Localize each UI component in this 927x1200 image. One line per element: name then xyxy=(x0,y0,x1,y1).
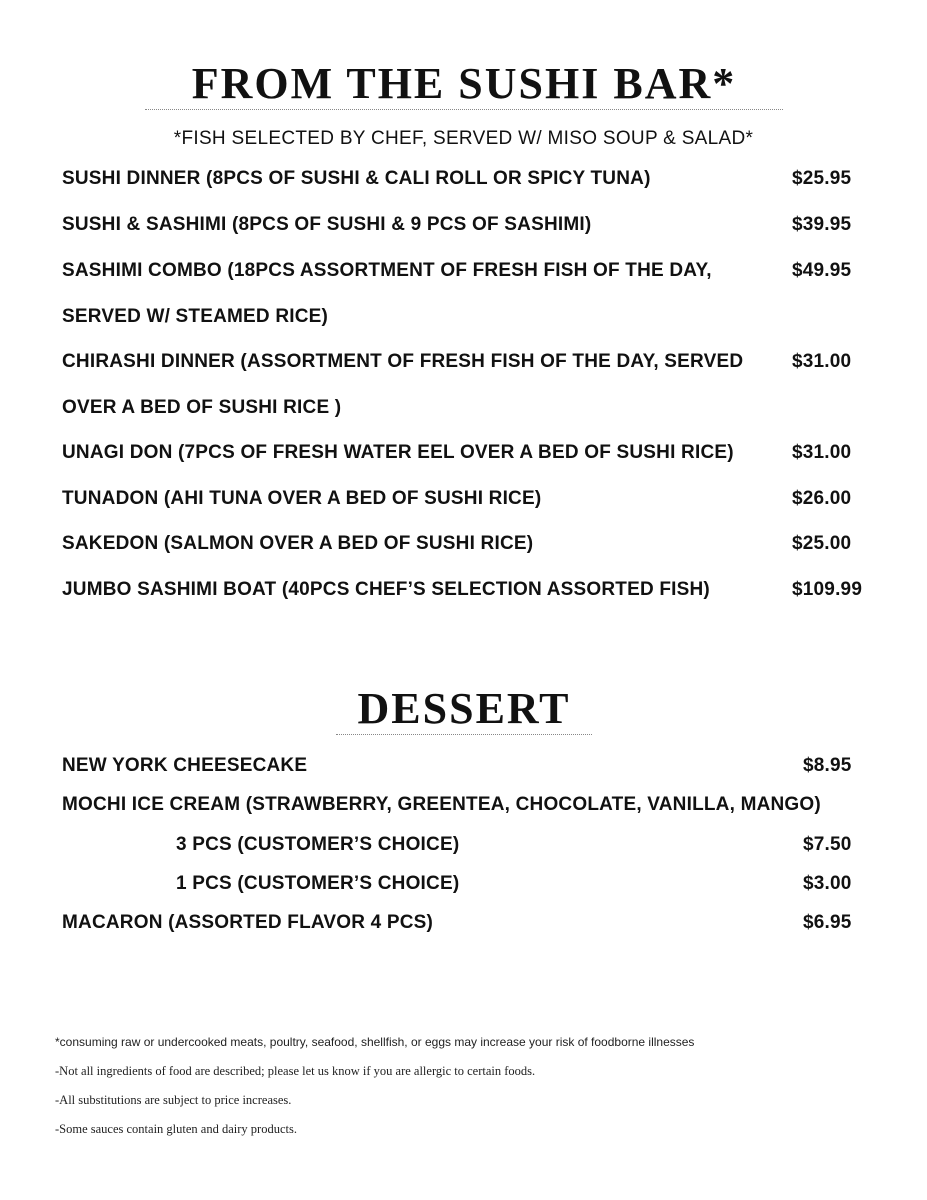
menu-item-price: $49.95 xyxy=(792,260,852,281)
dessert-option-name: 1 PCS (CUSTOMER’S CHOICE) xyxy=(176,873,460,894)
footnotes xyxy=(55,1033,694,1149)
menu-item-name: OVER A BED OF SUSHI RICE ) xyxy=(62,397,342,418)
dessert-heading: DESSERT xyxy=(336,687,592,735)
substitution-note: -All substitutions are subject to price increases. xyxy=(55,1093,292,1107)
menu-item-name: SERVED W/ STEAMED RICE) xyxy=(62,306,329,327)
menu-item-price: $39.95 xyxy=(792,214,852,235)
dessert-item-price: $7.50 xyxy=(803,834,852,855)
menu-item-name: JUMBO SASHIMI BOAT (40PCS CHEF’S SELECTION ASSORTED FISH) xyxy=(62,579,710,600)
menu-item-name: SUSHI & SASHIMI (8PCS OF SUSHI & 9 PCS OF SASHIMI) xyxy=(62,214,592,235)
allergy-note: -Not all ingredients of food are described; please let us know if you are allergic to certain foods. xyxy=(55,1064,536,1078)
sushi-bar-subtitle: *FISH SELECTED BY CHEF, SERVED W/ MISO SOUP & SALAD* xyxy=(173,128,754,149)
menu-item-price: $25.00 xyxy=(792,533,852,554)
menu-item-name: SAKEDON (SALMON OVER A BED OF SUSHI RICE) xyxy=(62,533,534,554)
dessert-option-name: 3 PCS (CUSTOMER’S CHOICE) xyxy=(176,834,460,855)
menu-item-price: $31.00 xyxy=(792,442,852,463)
raw-food-warning: *consuming raw or undercooked meats, poultry, seafood, shellfish, or eggs may increase your risk of foodborne illnesses xyxy=(55,1035,695,1049)
sauce-note: -Some sauces contain gluten and dairy products. xyxy=(55,1122,297,1136)
dessert-item-price: $8.95 xyxy=(803,755,852,776)
dessert-item-price: $3.00 xyxy=(803,873,852,894)
menu-item-name: UNAGI DON (7PCS OF FRESH WATER EEL OVER A BED OF SUSHI RICE) xyxy=(62,442,734,463)
menu-item-price: $31.00 xyxy=(792,351,852,372)
menu-item-price: $109.99 xyxy=(792,579,863,600)
sushi-bar-heading: FROM THE SUSHI BAR* xyxy=(145,62,783,110)
menu-item-price: $25.95 xyxy=(792,168,852,189)
menu-item-name: CHIRASHI DINNER (ASSORTMENT OF FRESH FISH OF THE DAY, SERVED xyxy=(62,351,744,372)
dessert-item-name: MACARON (ASSORTED FLAVOR 4 PCS) xyxy=(62,912,434,933)
menu-item-name: TUNADON (AHI TUNA OVER A BED OF SUSHI RICE) xyxy=(62,488,542,509)
menu-item-name: SASHIMI COMBO (18PCS ASSORTMENT OF FRESH FISH OF THE DAY, xyxy=(62,260,712,281)
menu-item-name: SUSHI DINNER (8PCS OF SUSHI & CALI ROLL OR SPICY TUNA) xyxy=(62,168,651,189)
dessert-item-name: MOCHI ICE CREAM (STRAWBERRY, GREENTEA, CHOCOLATE, VANILLA, MANGO) xyxy=(62,794,821,815)
dessert-item-price: $6.95 xyxy=(803,912,852,933)
menu-item-price: $26.00 xyxy=(792,488,852,509)
dessert-item-name: NEW YORK CHEESECAKE xyxy=(62,755,308,776)
